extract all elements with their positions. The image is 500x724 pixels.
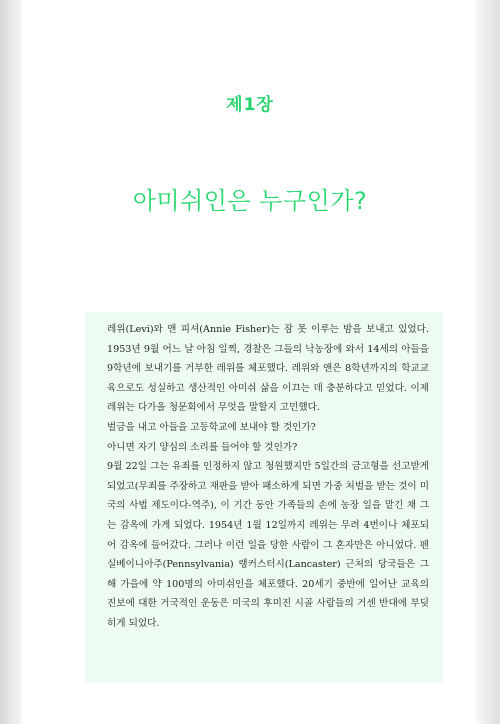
chapter-number: 제1장: [226, 95, 274, 115]
paragraph: 아니면 자기 양심의 소리를 들어야 할 것인가?: [107, 441, 298, 453]
paragraph: 레위(Levi)와 앤 피셔(Annie Fisher)는 잠 못 이루는 밤을 보내고 있었다. 1953년 9월 어느 날 아침 일찍, 경찰은 그들의 낙농장에 와서 14세의 아들을 9학년에 보내기를 거부한 레위를 체포했다. 레위와 앤은 8학년까지의 학교교육으로도 성실하고 생산적인 아미쉬 삶을 이끄는 데 충분하다고 믿었다. 이제 레위는 다가올 청문회에서 무엇을 말할지 고민했다.: [107, 324, 429, 414]
paragraph: 벌금을 내고 아들을 고등학교에 보내야 할 것인가?: [107, 421, 316, 433]
body-text: [107, 320, 429, 634]
chapter-title: 아미쉬인은 누구인가?: [132, 187, 368, 215]
paragraph: 9월 22일 그는 유죄를 인정하지 않고 청원했지만 5일간의 금고형을 선고받게 되었고(무죄를 주장하고 재판을 받아 패소하게 되면 가중 처벌을 받는 것이 미국의 사법 제도이다-역주), 이 기간 동안 가족들의 손에 농장 일을 맡긴 채 그는 감옥에 가게 되었다. 1954년 1월 12일까지 레위는 무려 4번이나 체포되어 감옥에 들어갔다. 그러나 이런 일을 당한 사람이 그 혼자만은 아니었다. 펜실베이니아주(Pennsylvania) 랭커스터시(Lancaster) 근처의 당국들은 그해 가을에 약 100명의 아미쉬인을 체포했다. 20세기 중반에 일어난 교육의 진보에 대한 거국적인 운동은 미국의 후미진 시골 사람들의 거센 반대에 부딪히게 되었다.: [107, 461, 429, 629]
